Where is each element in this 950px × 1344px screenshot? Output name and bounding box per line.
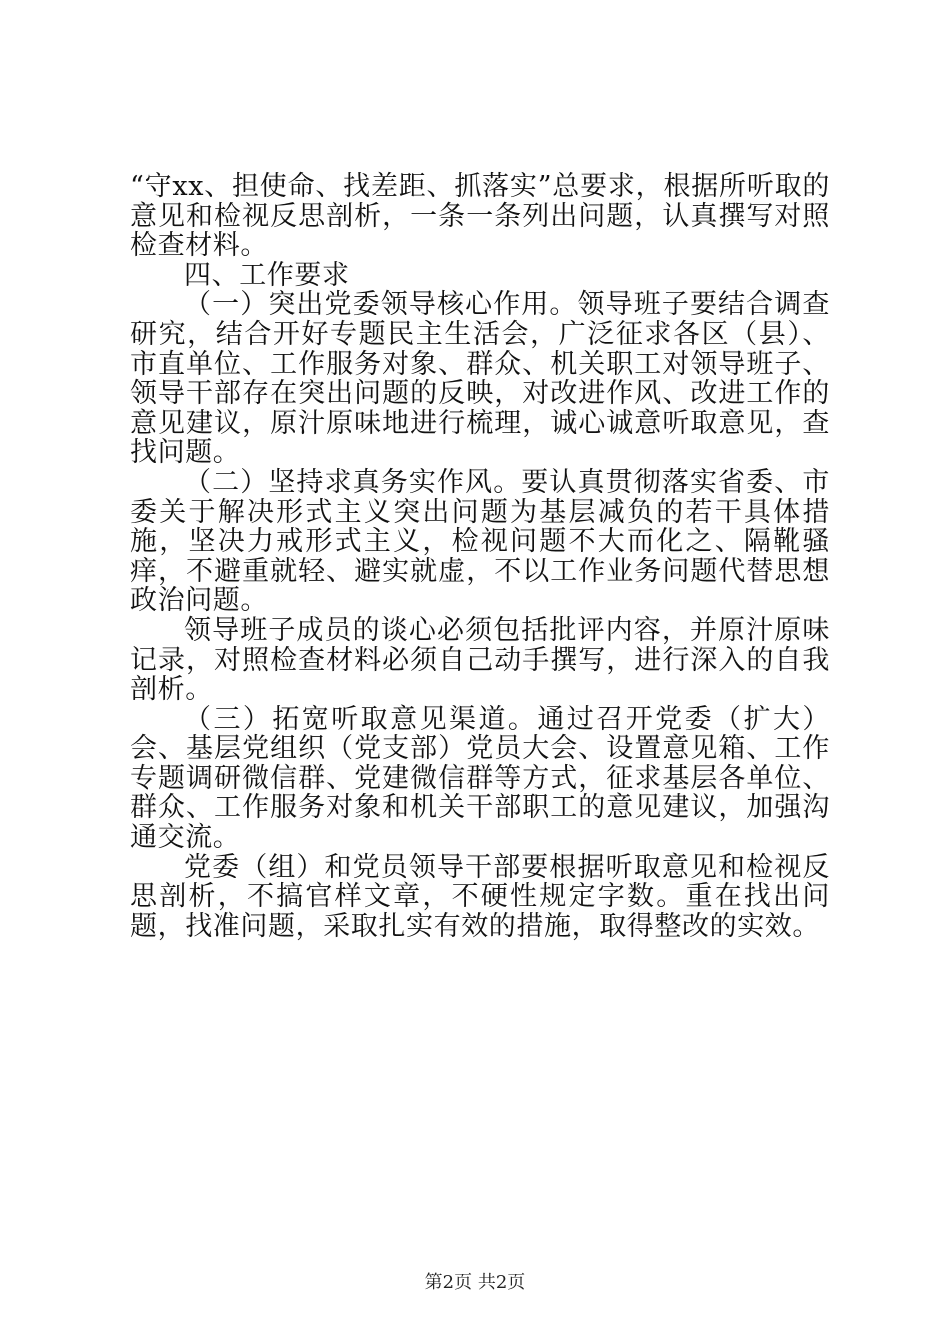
paragraph-requirements-continuation: “守xx、担使命、找差距、抓落实”总要求，根据所听取的意见和检视反思剖析，一条一条列出问题，认真撰写对照检查材料。	[130, 171, 830, 262]
paragraph-item-2-note: 领导班子成员的谈心必须包括批评内容，并原汁原味记录，对照检查材料必须自己动手撰写，进行深入的自我剖析。	[130, 614, 830, 706]
paragraph-item-3: （三）拓宽听取意见渠道。通过召开党委（扩大）会、基层党组织（党支部）党员大会、设置意见箱、工作专题调研微信群、党建微信群等方式，征求基层各单位、群众、工作服务对象和机关干部职工的意见建议，加强沟通交流。	[130, 703, 830, 854]
document-body	[130, 172, 830, 941]
page-number: 第2页 共2页	[424, 1272, 526, 1293]
section-heading-work-requirements: 四、工作要求	[184, 259, 350, 291]
page-footer	[0, 1272, 950, 1294]
paragraph-closing: 党委（组）和党员领导干部要根据听取意见和检视反思剖析，不搞官样文章，不硬性规定字数。重在找出问题，找准问题，采取扎实有效的措施，取得整改的实效。	[130, 851, 830, 942]
paragraph-item-2: （二）坚持求真务实作风。要认真贯彻落实省委、市委关于解决形式主义突出问题为基层减负的若干具体措施，坚决力戒形式主义，检视问题不大而化之、隔靴骚痒，不避重就轻、避实就虚，不以工作业务问题代替思想政治问题。	[130, 466, 830, 617]
paragraph-item-1: （一）突出党委领导核心作用。领导班子要结合调查研究，结合开好专题民主生活会，广泛征求各区（县）、市直单位、工作服务对象、群众、机关职工对领导班子、领导干部存在突出问题的反映，对改进作风、改进工作的意见建议，原汁原味地进行梳理，诚心诚意听取意见，查找问题。	[130, 289, 830, 469]
